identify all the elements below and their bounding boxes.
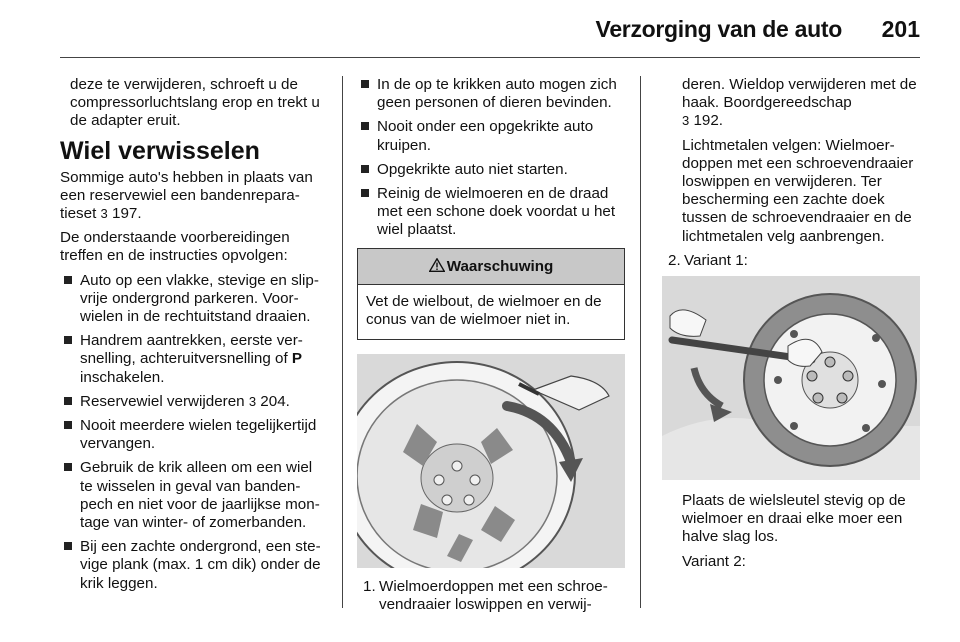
gear-p-label: P bbox=[291, 350, 303, 368]
variant-2-label: Variant 2: bbox=[682, 552, 746, 570]
bullet-square-icon bbox=[361, 165, 369, 173]
paragraph-text: Sommige auto's hebben in plaats van een reservewiel een bandenreparatieset bbox=[60, 168, 313, 223]
paragraph-preparations: De onderstaande voorbereidingen treffen en de instructies opvolgen: bbox=[60, 229, 290, 265]
list-item bbox=[60, 332, 326, 387]
list-item bbox=[60, 417, 326, 453]
list-item-text: Nooit meerdere wielen tegelijkertijd vervangen. bbox=[80, 417, 317, 453]
list-item-text: Bij een zachte ondergrond, een stevige plank (max. 1 cm dik) onder de krik leggen. bbox=[80, 538, 321, 592]
step-2 bbox=[662, 252, 924, 270]
bullet-square-icon bbox=[64, 421, 72, 429]
list-item-text: Auto op een vlakke, stevige en slipvrije ondergrond parkeren. Voorwielen in de rechtuitstand draaien. bbox=[80, 271, 319, 326]
reference-page: 192. bbox=[693, 112, 724, 130]
alloy-wheels-paragraph: Lichtmetalen velgen: Wielmoerdoppen met een schroevendraaier loswippen en verwijderen. Ter bescherming een zachte doek tussen de schroevendraaier en de lichtmetalen velg aanbrengen. bbox=[682, 136, 914, 245]
list-item bbox=[357, 76, 625, 112]
list-item bbox=[357, 185, 625, 240]
step-number: 1. bbox=[363, 578, 376, 596]
paragraph-text: deren. Wieldop verwijderen met de haak. Boordgereedschap bbox=[682, 76, 917, 112]
variant-1-instruction: Plaats de wielsleutel stevig op de wielmoer en draai elke moer een halve slag los. bbox=[682, 492, 906, 546]
bullet-square-icon bbox=[64, 463, 72, 471]
column-1 bbox=[60, 76, 326, 599]
wheel-wrench-illustration bbox=[662, 276, 920, 480]
list-item-text: Reinig de wielmoeren en de draad met een schone doek voordat u het wiel plaatst. bbox=[377, 185, 616, 239]
list-item bbox=[60, 272, 326, 327]
list-item-text: Reservewiel verwijderen bbox=[80, 392, 245, 410]
list-item-text-end: inschakelen. bbox=[80, 368, 165, 386]
step-1 bbox=[357, 578, 625, 614]
bullet-square-icon bbox=[64, 397, 72, 405]
bullet-square-icon bbox=[64, 336, 72, 344]
step-label: Variant 1: bbox=[684, 251, 748, 269]
warning-text: Vet de wielbout, de wielmoer en de conus van de wielmoer niet in. bbox=[366, 292, 602, 329]
list-item bbox=[357, 161, 625, 179]
list-item-text: Gebruik de krik alleen om een wiel te wisselen in geval van bandenpech en niet voor de jaarlijkse montage van winter- of zomerbanden. bbox=[80, 459, 320, 532]
page-header bbox=[0, 0, 960, 64]
list-item bbox=[60, 393, 326, 411]
bullet-square-icon bbox=[361, 189, 369, 197]
reference-arrow-icon: 3 bbox=[100, 206, 108, 222]
reference-page: 197. bbox=[112, 205, 142, 223]
section-heading: Wiel verwisselen bbox=[60, 136, 260, 165]
reference-arrow-icon: 3 bbox=[248, 393, 257, 409]
bullet-square-icon bbox=[361, 122, 369, 130]
wheel-cover-icon bbox=[357, 354, 625, 568]
step-text: Wielmoerdoppen met een schroevendraaier loswippen en verwij- bbox=[379, 578, 608, 614]
column-divider-1 bbox=[342, 76, 343, 608]
header-divider bbox=[60, 57, 920, 58]
list-item bbox=[60, 459, 326, 532]
list-item bbox=[357, 118, 625, 154]
column-3 bbox=[662, 76, 924, 577]
page-number: 201 bbox=[881, 16, 920, 42]
warning-triangle-icon bbox=[429, 258, 445, 272]
bullet-square-icon bbox=[64, 542, 72, 550]
list-item-text: Opgekrikte auto niet starten. bbox=[377, 160, 568, 178]
reference-arrow-icon: 3 bbox=[682, 113, 690, 129]
list-item bbox=[60, 538, 326, 593]
step-number: 2. bbox=[668, 251, 681, 269]
continued-paragraph bbox=[662, 76, 924, 131]
column-2 bbox=[357, 76, 625, 621]
warning-header bbox=[358, 249, 624, 285]
list-item-text: Handrem aantrekken, eerste versnelling, achteruitversnelling of bbox=[80, 332, 303, 368]
reference-page: 204. bbox=[260, 392, 290, 410]
hubcap-removal-illustration bbox=[357, 354, 625, 568]
wheel-wrench-icon bbox=[662, 276, 920, 480]
paragraph-spare-wheel bbox=[60, 169, 326, 224]
page-section-title: Verzorging van de auto bbox=[595, 16, 842, 42]
bullet-square-icon bbox=[64, 276, 72, 284]
warning-title: Waarschuwing bbox=[446, 257, 554, 275]
intro-paragraph: deze te verwijderen, schroeft u de compressorluchtslang erop en trekt u de adapter eruit. bbox=[70, 76, 320, 130]
list-item-text: In de op te krikken auto mogen zich geen personen of dieren bevinden. bbox=[377, 76, 617, 112]
bullet-square-icon bbox=[361, 80, 369, 88]
list-item-text: Nooit onder een opgekrikte auto kruipen. bbox=[377, 118, 594, 154]
column-divider-2 bbox=[640, 76, 641, 608]
warning-box bbox=[357, 248, 625, 341]
